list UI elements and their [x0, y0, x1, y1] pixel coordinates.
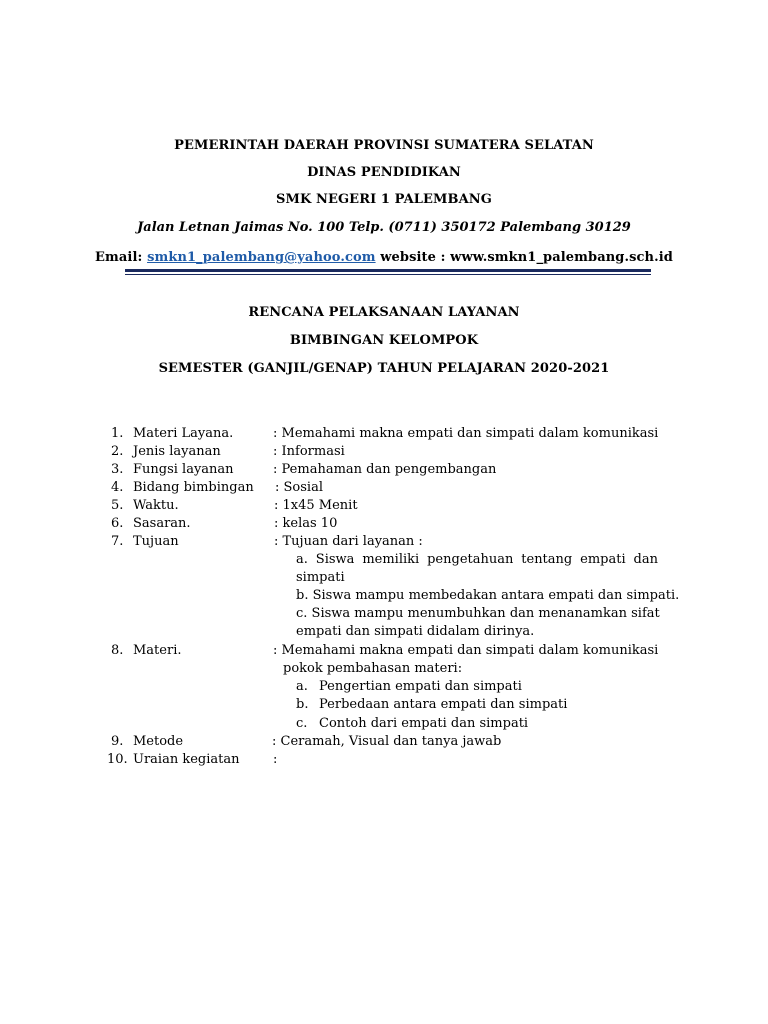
item-value: : kelas 10 — [274, 516, 338, 531]
materi-point-letter: a. — [296, 679, 308, 694]
item-label: Waktu. — [133, 498, 179, 513]
document-title-1: RENCANA PELAKSANAAN LAYANAN — [248, 305, 520, 320]
materi-point-text: Contoh dari empati dan simpati — [319, 716, 529, 731]
tujuan-point-b: b. Siswa mampu membedakan antara empati dan simpati. — [296, 588, 680, 603]
email-link[interactable]: smkn1_palembang@yahoo.com — [147, 250, 376, 265]
item-value: : Informasi — [273, 444, 345, 459]
item-value: : — [273, 752, 278, 767]
tujuan-point-c: c. Siswa mampu menumbuhkan dan menanamkan sifat — [296, 606, 660, 621]
item-number: 3. — [111, 462, 124, 477]
tujuan-point-a: a. Siswa memiliki pengetahuan tentang empati dan — [296, 552, 658, 567]
letterhead-divider-thin — [125, 274, 651, 275]
item-label: Sasaran. — [133, 516, 191, 531]
document-title-3: SEMESTER (GANJIL/GENAP) TAHUN PELAJARAN 2020-2021 — [158, 361, 610, 376]
item-label: Materi. — [133, 643, 182, 658]
item-number: 2. — [111, 444, 124, 459]
item-number: 7. — [111, 534, 124, 549]
item-label: Tujuan — [133, 534, 179, 549]
item-label: Fungsi layanan — [133, 462, 234, 477]
document-title-2: BIMBINGAN KELOMPOK — [289, 333, 479, 348]
item-label: Jenis layanan — [133, 444, 221, 459]
item-number: 9. — [111, 734, 124, 749]
item-number: 4. — [111, 480, 124, 495]
item-number: 8. — [111, 643, 124, 658]
letterhead-contact — [0, 250, 768, 265]
item-value: : Pemahaman dan pengembangan — [273, 462, 497, 477]
materi-point-letter: b. — [296, 697, 309, 712]
letterhead-line-1: PEMERINTAH DAERAH PROVINSI SUMATERA SELATAN — [174, 138, 594, 153]
item-value: : Ceramah, Visual dan tanya jawab — [272, 734, 502, 749]
item-label: Bidang bimbingan — [133, 480, 254, 495]
item-number: 5. — [111, 498, 124, 513]
materi-point-text: Perbedaan antara empati dan simpati — [319, 697, 568, 712]
item-number: 10. — [107, 752, 128, 767]
item-value: : 1x45 Menit — [274, 498, 358, 513]
letterhead-divider-thick — [125, 269, 651, 272]
letterhead-address: Jalan Letnan Jaimas No. 100 Telp. (0711) 350172 Palembang 30129 — [137, 220, 631, 235]
materi-point-letter: c. — [296, 716, 308, 731]
email-label: Email: — [95, 250, 143, 265]
item-label: Materi Layana. — [133, 426, 234, 441]
tujuan-point-a-cont: simpati — [296, 570, 345, 585]
materi-intro: pokok pembahasan materi: — [283, 661, 463, 676]
letterhead-school-name: SMK NEGERI 1 PALEMBANG — [275, 192, 492, 207]
item-number: 6. — [111, 516, 124, 531]
item-label: Uraian kegiatan — [133, 752, 240, 767]
website-text: website : www.smkn1_palembang.sch.id — [380, 250, 673, 265]
item-value: : Sosial — [275, 480, 323, 495]
letterhead-line-2: DINAS PENDIDIKAN — [307, 165, 461, 180]
item-number: 1. — [111, 426, 124, 441]
item-value: : Memahami makna empati dan simpati dalam komunikasi — [273, 426, 659, 441]
item-value: : Tujuan dari layanan : — [274, 534, 423, 549]
item-label: Metode — [133, 734, 184, 749]
materi-point-text: Pengertian empati dan simpati — [319, 679, 522, 694]
tujuan-point-c-cont: empati dan simpati didalam dirinya. — [296, 624, 535, 639]
item-value: : Memahami makna empati dan simpati dalam komunikasi — [273, 643, 659, 658]
